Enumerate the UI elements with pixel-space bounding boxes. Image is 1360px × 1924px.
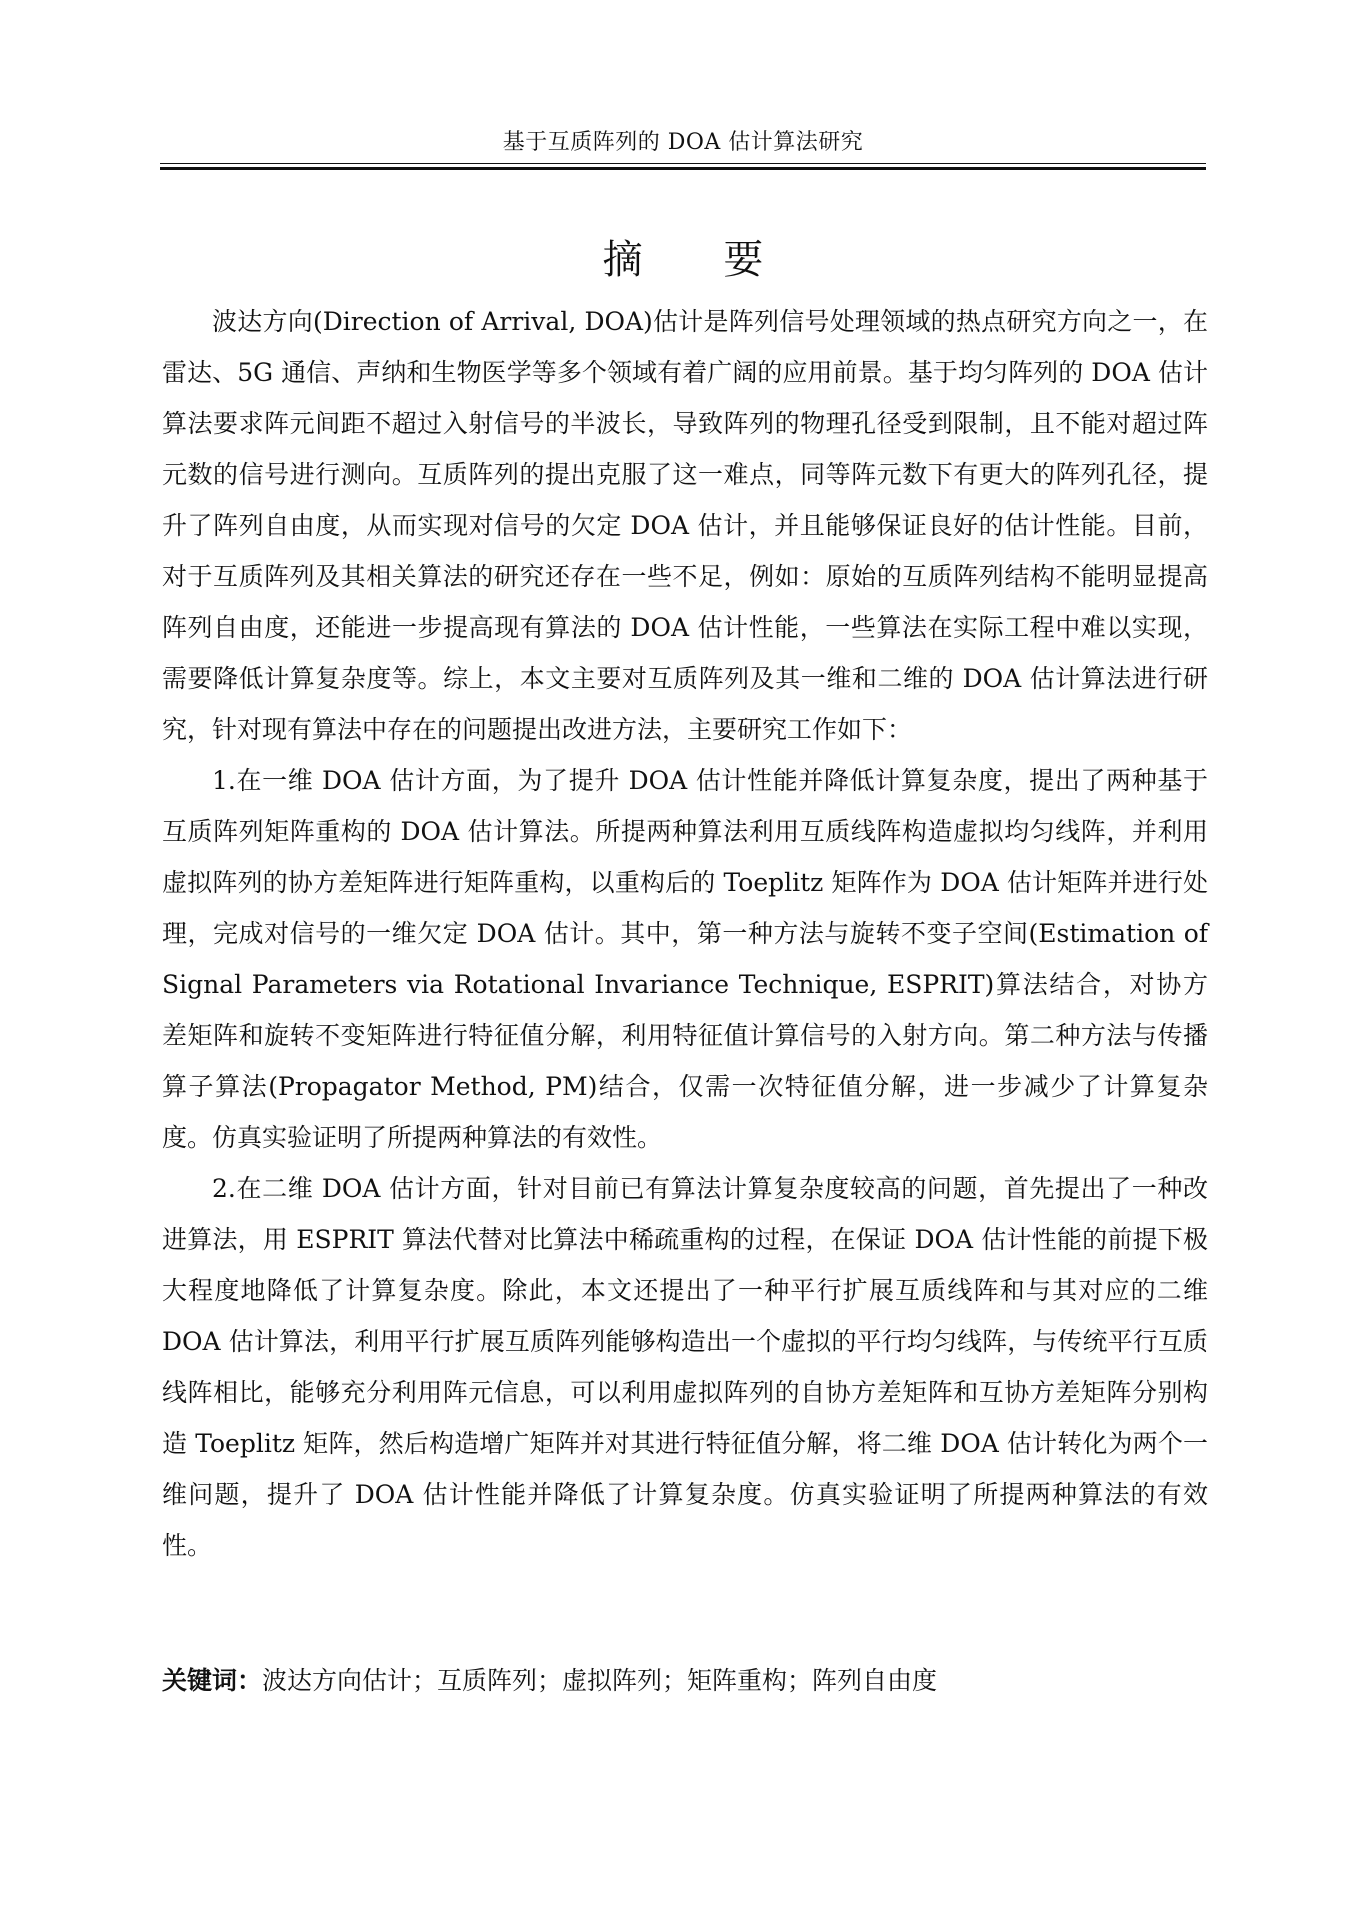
abstract-paragraph-2d: 2.在二维 DOA 估计方面，针对目前已有算法计算复杂度较高的问题，首先提出了一种改进算法，用 ESPRIT 算法代替对比算法中稀疏重构的过程，在保证 DOA 估计性能的前提下极大程度地降低了计算复杂度。除此，本文还提出了一种平行扩展互质线阵和与其对应的二维 DOA 估计算法，利用平行扩展互质阵列能够构造出一个虚拟的平行均匀线阵，与传统平行互质线阵相比，能够充分利用阵元信息，可以利用虚拟阵列的自协方差矩阵和互协方差矩阵分别构造 Toeplitz 矩阵，然后构造增广矩阵并对其进行特征值分解，将二维 DOA 估计转化为两个一维问题，提升了 DOA 估计性能并降低了计算复杂度。仿真实验证明了所提两种算法的有效性。 [162, 1174, 1208, 1560]
keywords-list: 波达方向估计；互质阵列；虚拟阵列；矩阵重构；阵列自由度 [262, 1666, 938, 1695]
keywords-line [162, 1655, 1208, 1706]
abstract-paragraph-intro: 波达方向(Direction of Arrival, DOA)估计是阵列信号处理领域的热点研究方向之一，在雷达、5G 通信、声纳和生物医学等多个领域有着广阔的应用前景。基于均匀阵列的 DOA 估计算法要求阵元间距不超过入射信号的半波长，导致阵列的物理孔径受到限制，且不能对超过阵元数的信号进行测向。互质阵列的提出克服了这一难点，同等阵元数下有更大的阵列孔径，提升了阵列自由度，从而实现对信号的欠定 DOA 估计，并且能够保证良好的估计性能。目前，对于互质阵列及其相关算法的研究还存在一些不足，例如：原始的互质阵列结构不能明显提高阵列自由度，还能进一步提高现有算法的 DOA 估计性能，一些算法在实际工程中难以实现，需要降低计算复杂度等。综上，本文主要对互质阵列及其一维和二维的 DOA 估计算法进行研究，针对现有算法中存在的问题提出改进方法，主要研究工作如下： [162, 307, 1208, 744]
running-header: 基于互质阵列的 DOA 估计算法研究 [502, 130, 864, 155]
abstract-body [162, 296, 1208, 1571]
abstract-paragraph-1d: 1.在一维 DOA 估计方面，为了提升 DOA 估计性能并降低计算复杂度，提出了两种基于互质阵列矩阵重构的 DOA 估计算法。所提两种算法利用互质线阵构造虚拟均匀线阵，并利用虚拟阵列的协方差矩阵进行矩阵重构，以重构后的 Toeplitz 矩阵作为 DOA 估计矩阵并进行处理，完成对信号的一维欠定 DOA 估计。其中，第一种方法与旋转不变子空间(Estimation of Signal Parameters via Rotational Invariance Technique, ESPRIT)算法结合，对协方差矩阵和旋转不变矩阵进行特征值分解，利用特征值计算信号的入射方向。第二种方法与传播算子算法(Propagator Method, PM)结合，仅需一次特征值分解，进一步减少了计算复杂度。仿真实验证明了所提两种算法的有效性。 [162, 766, 1208, 1152]
keywords-label: 关键词： [162, 1666, 263, 1695]
header-rule-thick [160, 167, 1206, 170]
header-rule-thin [160, 163, 1206, 164]
abstract-title: 摘 要 [602, 236, 798, 283]
